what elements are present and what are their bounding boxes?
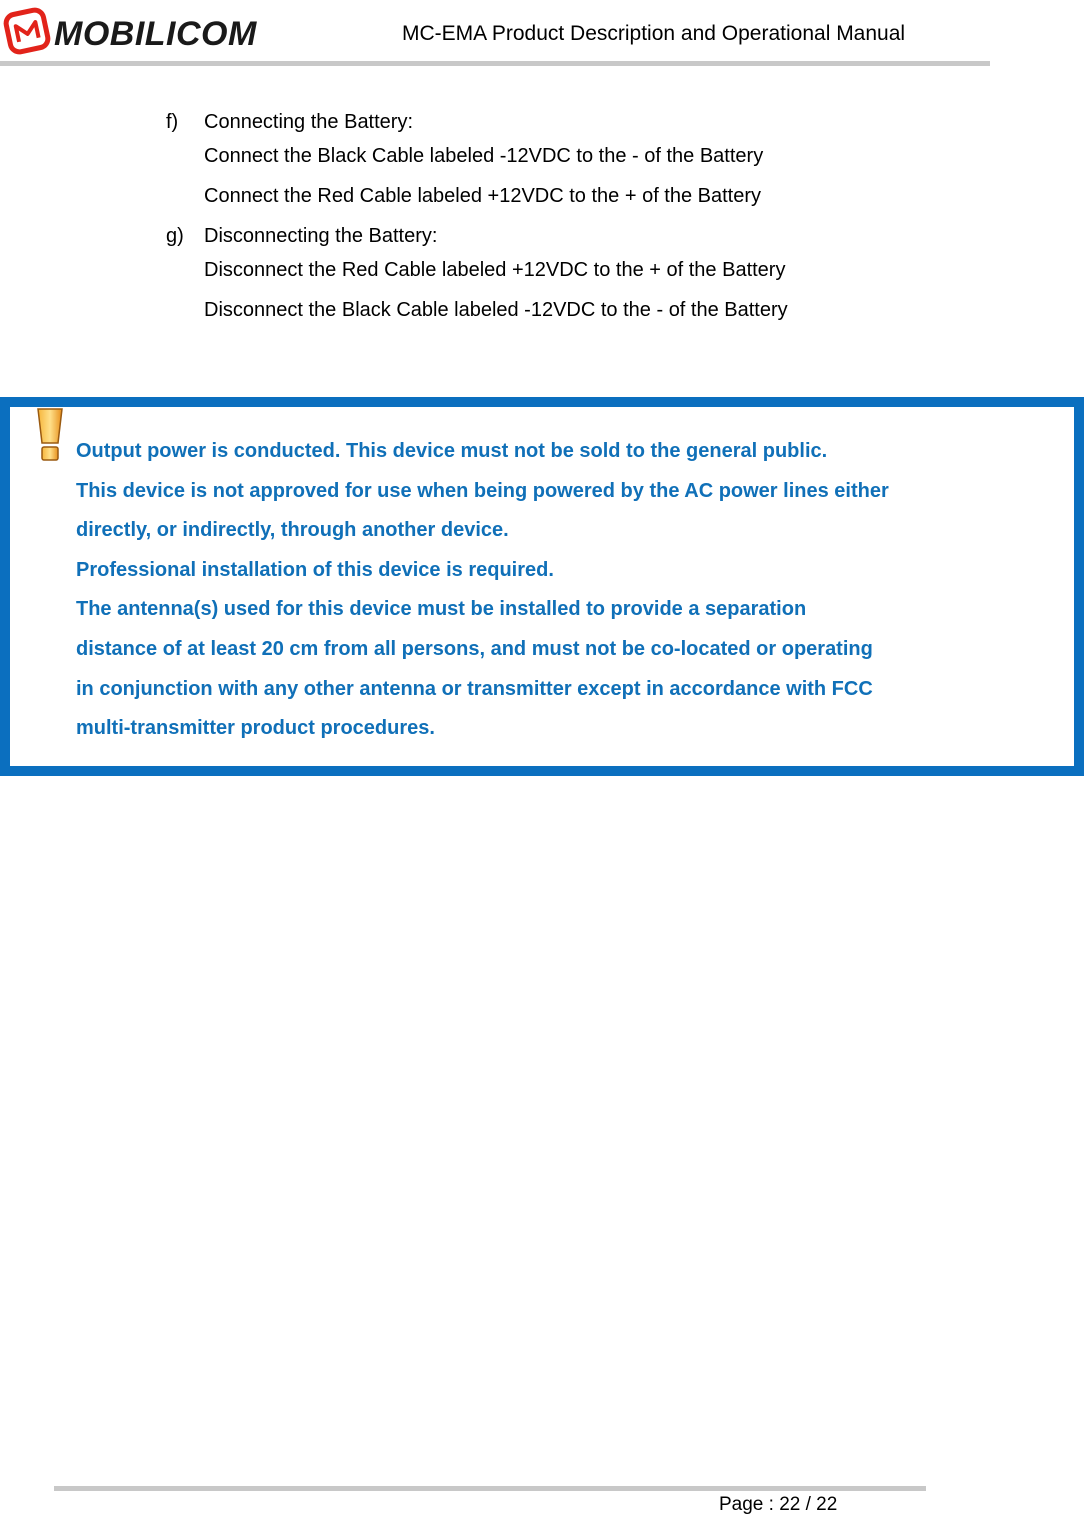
page-header [0,0,990,66]
mobilicom-logo [2,4,302,56]
warning-line: The antenna(s) used for this device must be installed to provide a separation [76,598,807,621]
step-instruction: Connect the Black Cable labeled -12VDC to the - of the Battery [204,145,764,167]
battery-steps [166,108,1026,336]
page-number: Page : 22 / 22 [719,1494,838,1515]
step-marker: f) [166,111,179,133]
step-heading: Connecting the Battery: [204,111,414,133]
step-disconnecting-battery [166,222,1026,324]
warning-text [76,437,1066,754]
warning-line: Professional installation of this device is required. [76,558,554,581]
step-marker: g) [166,225,184,247]
fcc-warning-box [0,397,1084,776]
warning-line: in conjunction with any other antenna or transmitter except in accordance with FCC [76,677,873,700]
step-instruction: Disconnect the Black Cable labeled -12VDC to the - of the Battery [204,299,788,321]
footer-divider [54,1486,926,1491]
warning-line: Output power is conducted. This device must not be sold to the general public. [76,440,828,462]
step-instruction: Disconnect the Red Cable labeled +12VDC to the + of the Battery [204,259,786,281]
exclamation-warning-icon [32,407,68,463]
brand-wordmark: MOBILICOM [54,15,257,53]
document-title: MC-EMA Product Description and Operational Manual [402,22,906,45]
step-heading-row [166,222,1026,250]
warning-line: distance of at least 20 cm from all persons, and must not be co-located or operating [76,637,873,660]
warning-line: This device is not approved for use when being powered by the AC power lines either [76,479,889,502]
step-heading: Disconnecting the Battery: [204,225,438,247]
warning-line: multi-transmitter product procedures. [76,717,435,740]
step-instruction: Connect the Red Cable labeled +12VDC to the + of the Battery [204,185,762,207]
step-heading-row [166,108,1026,136]
step-connecting-battery [166,108,1026,210]
header-divider [0,61,990,66]
warning-line: directly, or indirectly, through another device. [76,519,509,542]
